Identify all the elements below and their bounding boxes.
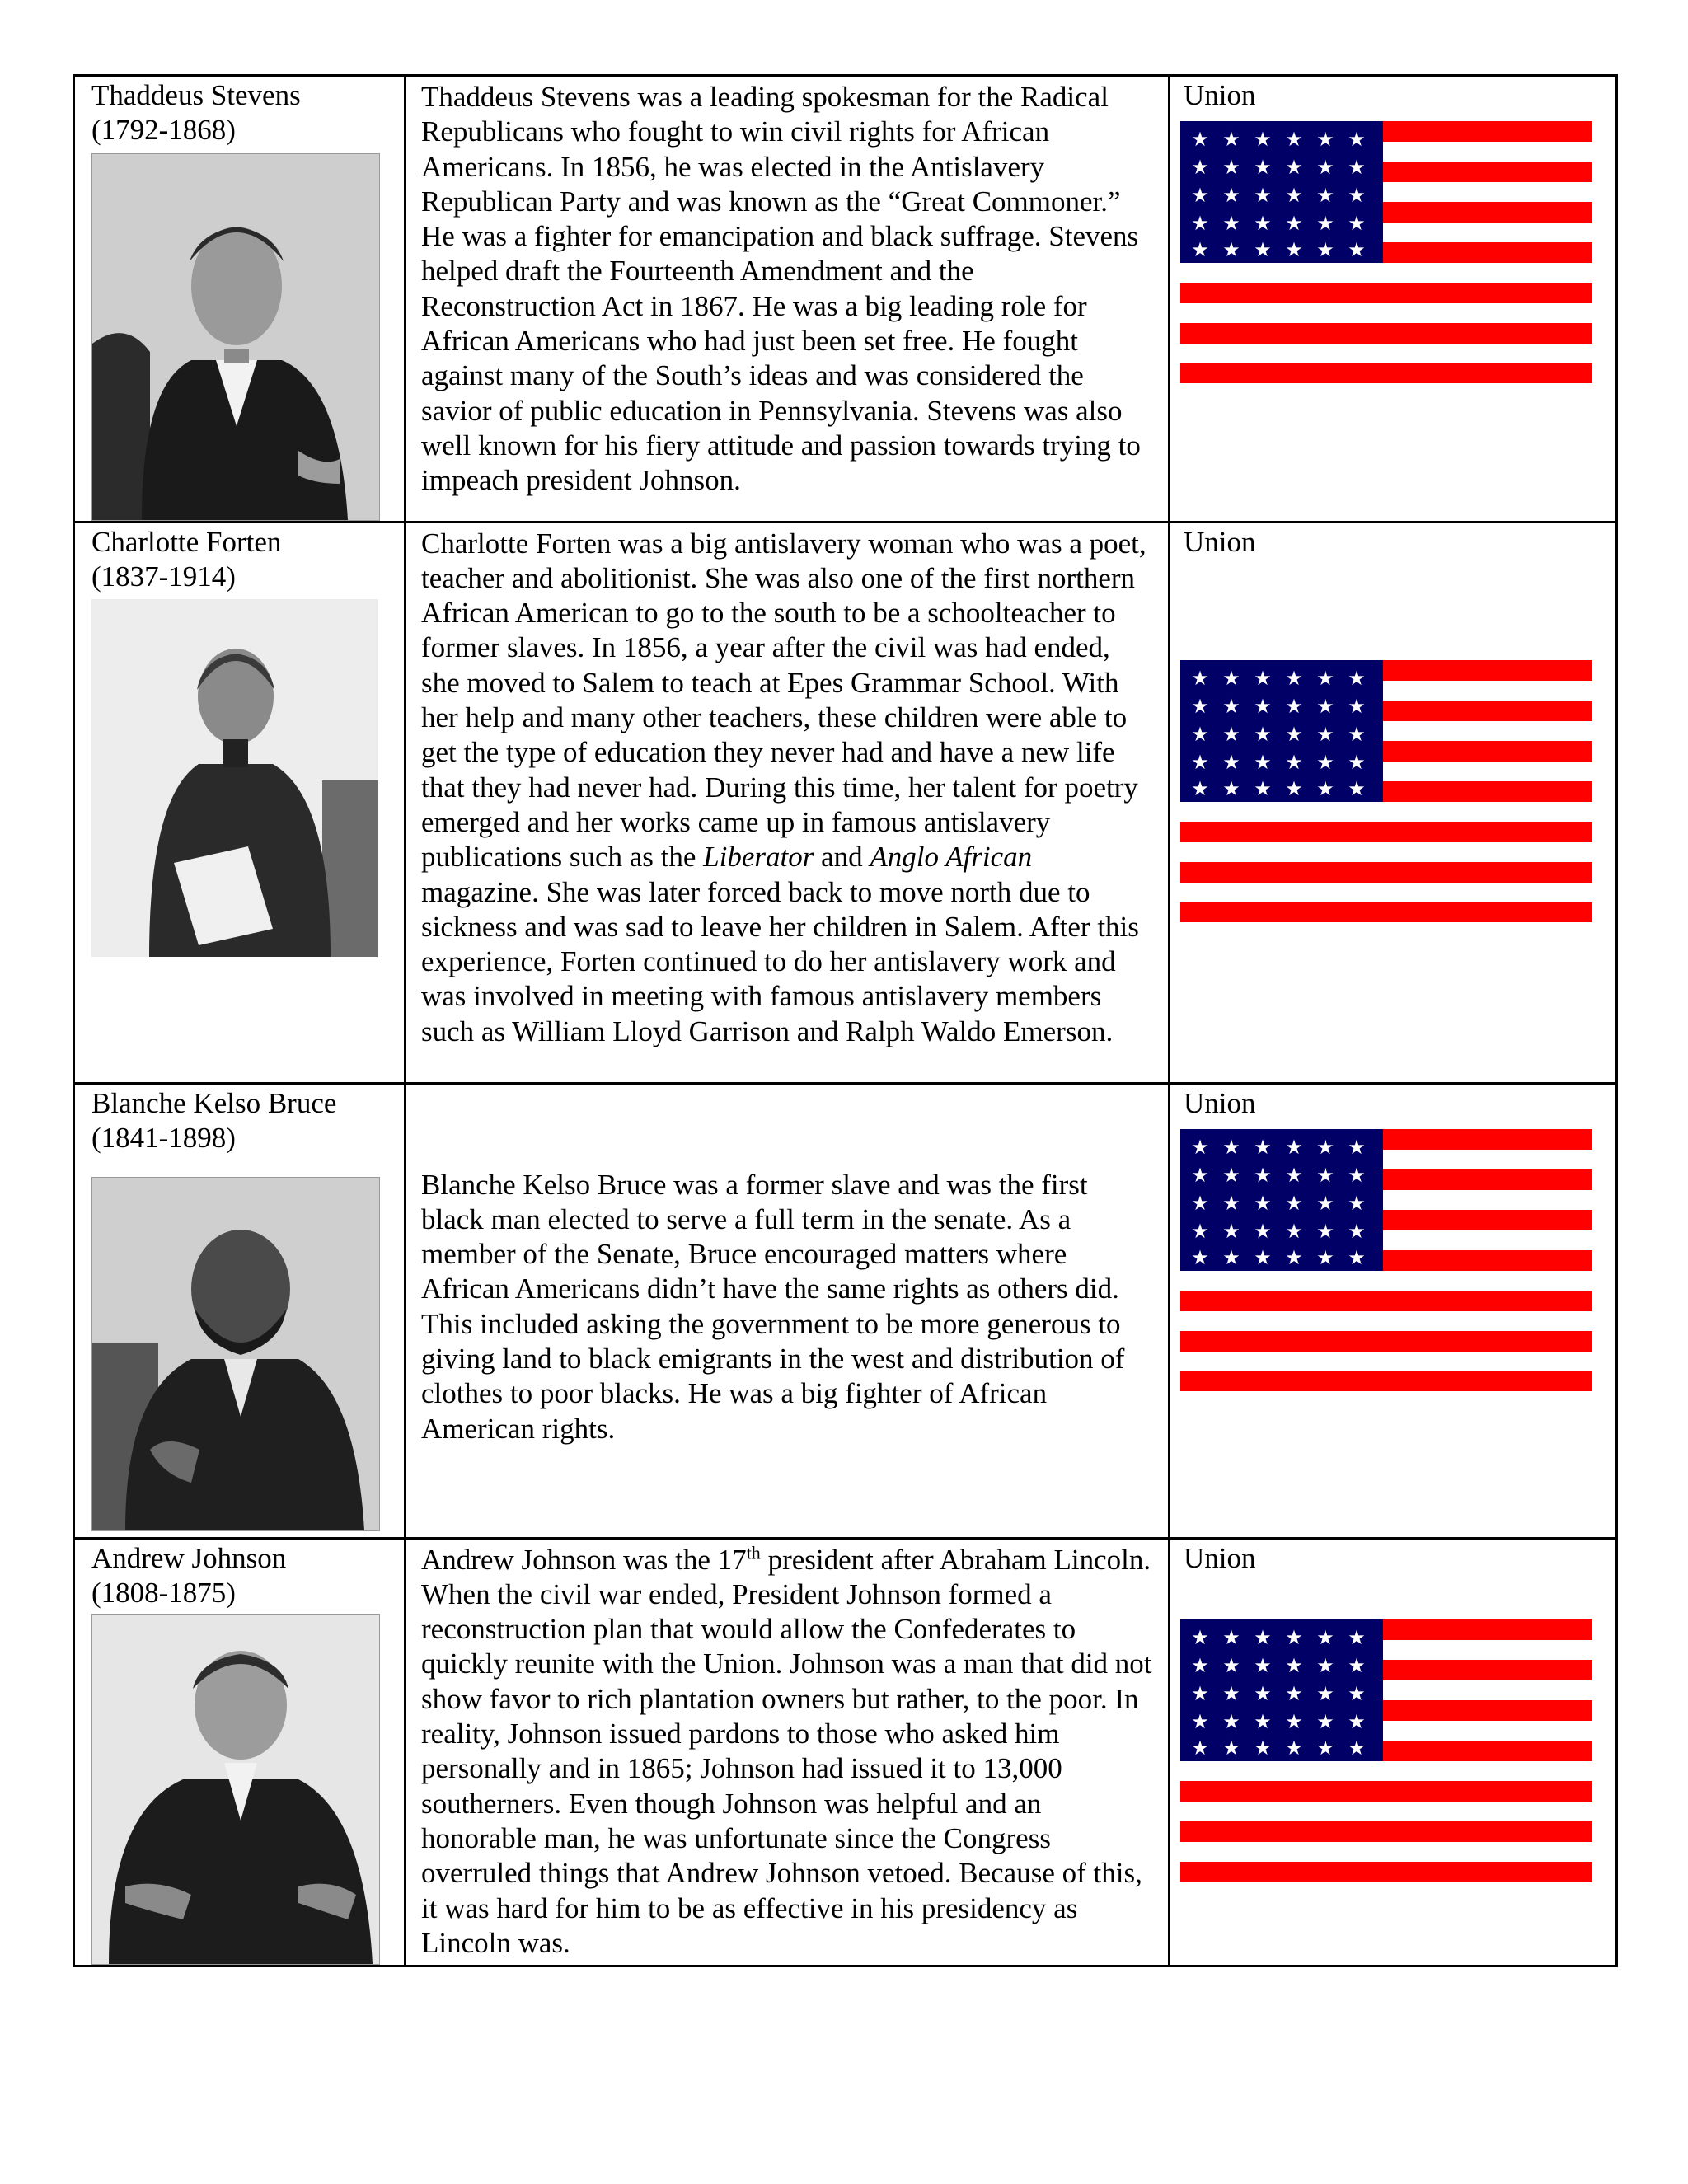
biography-text-cell xyxy=(406,522,1170,1083)
biography-text-part: magazine. She was later forced back to move north due to sickness and was sad to leave her children in Salem. After this experience, Forten continued to do her antislavery work and was involved in meeting with famous antislavery members such as William Lloyd Garrison and Ralph Waldo Emerson. xyxy=(421,875,1139,1047)
svg-text:★: ★ xyxy=(1316,1191,1334,1215)
us-flag-icon xyxy=(1180,1619,1592,1882)
svg-text:★: ★ xyxy=(1222,238,1240,262)
allegiance-cell xyxy=(1170,522,1617,1083)
svg-text:★: ★ xyxy=(1348,1681,1366,1705)
svg-text:★: ★ xyxy=(1316,128,1334,152)
svg-text:★: ★ xyxy=(1254,1245,1272,1269)
person-name-cell xyxy=(74,522,406,1083)
person-name: Andrew Johnson xyxy=(91,1541,287,1574)
svg-text:★: ★ xyxy=(1191,1653,1209,1677)
svg-text:★: ★ xyxy=(1191,212,1209,236)
allegiance-cell xyxy=(1170,1083,1617,1538)
svg-text:★: ★ xyxy=(1191,238,1209,262)
allegiance-label: Union xyxy=(1184,79,1256,111)
svg-text:★: ★ xyxy=(1254,128,1272,152)
biography-text-cell xyxy=(406,1538,1170,1966)
svg-text:★: ★ xyxy=(1285,694,1303,718)
svg-text:★: ★ xyxy=(1285,1625,1303,1649)
person-name-cell xyxy=(74,76,406,523)
svg-text:★: ★ xyxy=(1285,1653,1303,1677)
us-flag-icon xyxy=(1180,121,1592,383)
svg-text:★: ★ xyxy=(1254,212,1272,236)
svg-text:★: ★ xyxy=(1254,1681,1272,1705)
svg-text:★: ★ xyxy=(1191,1135,1209,1159)
svg-text:★: ★ xyxy=(1222,1709,1240,1733)
svg-text:★: ★ xyxy=(1285,128,1303,152)
svg-text:★: ★ xyxy=(1191,1709,1209,1733)
svg-text:★: ★ xyxy=(1191,1191,1209,1215)
svg-text:★: ★ xyxy=(1254,750,1272,774)
svg-text:★: ★ xyxy=(1285,666,1303,690)
svg-text:★: ★ xyxy=(1191,1163,1209,1187)
svg-text:★: ★ xyxy=(1285,1191,1303,1215)
svg-text:★: ★ xyxy=(1254,1191,1272,1215)
person-name: Charlotte Forten xyxy=(91,525,282,558)
svg-text:★: ★ xyxy=(1254,722,1272,746)
svg-text:★: ★ xyxy=(1285,776,1303,800)
svg-text:★: ★ xyxy=(1348,156,1366,180)
us-flag-icon xyxy=(1180,1129,1592,1391)
svg-text:★: ★ xyxy=(1285,1219,1303,1243)
svg-text:★: ★ xyxy=(1191,156,1209,180)
table-row xyxy=(74,1083,1617,1538)
svg-text:★: ★ xyxy=(1348,1191,1366,1215)
svg-text:★: ★ xyxy=(1191,666,1209,690)
person-years: (1792-1868) xyxy=(91,114,236,147)
biography-text-part: president after Abraham Lincoln. When the civil war ended, President Johnson formed a reconstruction plan that would allow the Confederates to quickly reunite with the Union. Johnson was a man that did not show favor to rich plantation owners but rather, to the poor. In reality, Johnson issued pardons to those who asked him personally and in 1865; Johnson had issued it to 13,000 southerners. Even though Johnson was helpful and an honorable man, he was unfortunate since the Congress overruled things that Andrew Johnson vetoed. Because of this, it was hard for him to be as effective in his presidency as Lincoln was. xyxy=(421,1543,1152,1959)
person-name-cell xyxy=(74,1083,406,1538)
svg-text:★: ★ xyxy=(1254,1135,1272,1159)
svg-text:★: ★ xyxy=(1222,1191,1240,1215)
svg-text:★: ★ xyxy=(1348,212,1366,236)
portrait-charlotte-forten xyxy=(91,599,378,957)
svg-text:★: ★ xyxy=(1348,694,1366,718)
svg-text:★: ★ xyxy=(1316,1625,1334,1649)
svg-text:★: ★ xyxy=(1222,1625,1240,1649)
portrait-blanche-kelso-bruce xyxy=(91,1177,380,1531)
person-name: Thaddeus Stevens xyxy=(91,79,301,111)
person-years: (1808-1875) xyxy=(91,1576,236,1609)
biography-text-part: Charlotte Forten was a big antislavery woman who was a poet, teacher and abolitionist. She was also one of the first northern African American to go to the south to be a schoolteacher to former slaves. In 1856, a year after the civil was had ended, she moved to Salem to teach at Epes Grammar School. With her help and many other teachers, these children were able to get the type of education they never had and have a new life that they had never had. During this time, her talent for poetry emerged and her works came up in famous antislavery publications such as the xyxy=(421,527,1146,874)
svg-text:★: ★ xyxy=(1316,212,1334,236)
ordinal-suffix: th xyxy=(746,1541,761,1563)
svg-text:★: ★ xyxy=(1191,722,1209,746)
biography-text-part: and xyxy=(814,841,870,874)
biography-text: Blanche Kelso Bruce was a former slave and was the first black man elected to serve a full term in the senate. As a member of the Senate, Bruce encouraged matters where African Americans didn’t have the same rights as others did. This included asking the government to be more generous to giving land to black emigrants in the west and distribution of clothes to poor blacks. He was a big fighter of African American rights. xyxy=(421,1168,1125,1445)
svg-text:★: ★ xyxy=(1191,694,1209,718)
svg-text:★: ★ xyxy=(1191,128,1209,152)
svg-text:★: ★ xyxy=(1316,776,1334,800)
svg-text:★: ★ xyxy=(1316,750,1334,774)
svg-text:★: ★ xyxy=(1285,722,1303,746)
person-name: Blanche Kelso Bruce xyxy=(91,1086,337,1119)
svg-text:★: ★ xyxy=(1222,128,1240,152)
svg-text:★: ★ xyxy=(1285,1681,1303,1705)
svg-text:★: ★ xyxy=(1222,156,1240,180)
svg-text:★: ★ xyxy=(1254,1709,1272,1733)
svg-text:★: ★ xyxy=(1285,238,1303,262)
svg-text:★: ★ xyxy=(1254,776,1272,800)
svg-text:★: ★ xyxy=(1348,1219,1366,1243)
svg-text:★: ★ xyxy=(1254,156,1272,180)
svg-text:★: ★ xyxy=(1254,1653,1272,1677)
svg-text:★: ★ xyxy=(1348,1653,1366,1677)
svg-text:★: ★ xyxy=(1222,212,1240,236)
svg-text:★: ★ xyxy=(1222,1653,1240,1677)
svg-text:★: ★ xyxy=(1285,1736,1303,1760)
svg-text:★: ★ xyxy=(1222,776,1240,800)
svg-text:★: ★ xyxy=(1348,1245,1366,1269)
biography-text xyxy=(421,1543,1153,1961)
svg-text:★: ★ xyxy=(1254,1625,1272,1649)
portrait-thaddeus-stevens xyxy=(91,153,380,521)
biography-text-part: Andrew Johnson was the 17 xyxy=(421,1543,747,1576)
svg-text:★: ★ xyxy=(1191,184,1209,208)
svg-text:★: ★ xyxy=(1316,1163,1334,1187)
svg-text:★: ★ xyxy=(1254,184,1272,208)
svg-text:★: ★ xyxy=(1222,1736,1240,1760)
svg-text:★: ★ xyxy=(1285,750,1303,774)
biography-text-cell xyxy=(406,76,1170,523)
svg-text:★: ★ xyxy=(1316,156,1334,180)
svg-text:★: ★ xyxy=(1316,666,1334,690)
svg-text:★: ★ xyxy=(1222,750,1240,774)
svg-text:★: ★ xyxy=(1191,1219,1209,1243)
svg-text:★: ★ xyxy=(1348,1163,1366,1187)
allegiance-label: Union xyxy=(1184,525,1256,558)
svg-text:★: ★ xyxy=(1254,1163,1272,1187)
svg-text:★: ★ xyxy=(1285,1245,1303,1269)
us-flag-icon xyxy=(1180,660,1592,922)
svg-text:★: ★ xyxy=(1222,1681,1240,1705)
svg-text:★: ★ xyxy=(1348,1709,1366,1733)
svg-text:★: ★ xyxy=(1191,1736,1209,1760)
svg-text:★: ★ xyxy=(1316,1709,1334,1733)
svg-text:★: ★ xyxy=(1222,694,1240,718)
svg-text:★: ★ xyxy=(1348,1135,1366,1159)
person-name-cell xyxy=(74,1538,406,1966)
svg-text:★: ★ xyxy=(1348,666,1366,690)
svg-text:★: ★ xyxy=(1254,1219,1272,1243)
svg-text:★: ★ xyxy=(1316,1681,1334,1705)
svg-text:★: ★ xyxy=(1316,1736,1334,1760)
svg-text:★: ★ xyxy=(1348,750,1366,774)
svg-text:★: ★ xyxy=(1348,722,1366,746)
svg-text:★: ★ xyxy=(1254,1736,1272,1760)
person-years: (1837-1914) xyxy=(91,560,236,593)
svg-text:★: ★ xyxy=(1285,156,1303,180)
svg-text:★: ★ xyxy=(1316,1653,1334,1677)
svg-text:★: ★ xyxy=(1222,1163,1240,1187)
allegiance-label: Union xyxy=(1184,1541,1256,1574)
svg-text:★: ★ xyxy=(1316,1135,1334,1159)
svg-text:★: ★ xyxy=(1285,1163,1303,1187)
svg-text:★: ★ xyxy=(1191,776,1209,800)
svg-text:★: ★ xyxy=(1285,212,1303,236)
biography-text xyxy=(421,527,1153,1049)
biography-text: Thaddeus Stevens was a leading spokesman for the Radical Republicans who fought to win civil rights for African Americans. In 1856, he was elected in the Antislavery Republican Party and was known as the “Great Commoner.” He was a fighter for emancipation and black suffrage. Stevens helped draft the Fourteenth Amendment and the Reconstruction Act in 1867. He was a big leading role for African Americans who had just been set free. He fought against many of the South’s ideas and was considered the savior of public education in Pennsylvania. Stevens was also well known for his fiery attitude and passion towards trying to impeach president Johnson. xyxy=(421,81,1141,497)
svg-text:★: ★ xyxy=(1222,1135,1240,1159)
svg-text:★: ★ xyxy=(1316,1245,1334,1269)
svg-text:★: ★ xyxy=(1348,128,1366,152)
svg-text:★: ★ xyxy=(1254,666,1272,690)
allegiance-cell xyxy=(1170,76,1617,523)
portrait-andrew-johnson xyxy=(91,1614,380,1965)
svg-text:★: ★ xyxy=(1191,1681,1209,1705)
svg-text:★: ★ xyxy=(1348,1625,1366,1649)
person-years: (1841-1898) xyxy=(91,1121,236,1154)
table-row xyxy=(74,76,1617,523)
table-row xyxy=(74,1538,1617,1966)
svg-text:★: ★ xyxy=(1316,694,1334,718)
svg-text:★: ★ xyxy=(1222,1245,1240,1269)
biography-text-cell xyxy=(406,1083,1170,1538)
svg-text:★: ★ xyxy=(1191,1625,1209,1649)
publication-title: Anglo African xyxy=(870,841,1033,874)
svg-text:★: ★ xyxy=(1285,1135,1303,1159)
svg-text:★: ★ xyxy=(1316,238,1334,262)
biography-table xyxy=(73,74,1618,1967)
svg-text:★: ★ xyxy=(1222,666,1240,690)
svg-text:★: ★ xyxy=(1316,184,1334,208)
svg-text:★: ★ xyxy=(1191,750,1209,774)
svg-text:★: ★ xyxy=(1285,184,1303,208)
svg-text:★: ★ xyxy=(1222,1219,1240,1243)
svg-text:★: ★ xyxy=(1254,238,1272,262)
svg-text:★: ★ xyxy=(1348,184,1366,208)
svg-text:★: ★ xyxy=(1348,238,1366,262)
allegiance-label: Union xyxy=(1184,1086,1256,1119)
svg-text:★: ★ xyxy=(1285,1709,1303,1733)
allegiance-cell xyxy=(1170,1538,1617,1966)
svg-text:★: ★ xyxy=(1316,722,1334,746)
svg-text:★: ★ xyxy=(1254,694,1272,718)
svg-text:★: ★ xyxy=(1316,1219,1334,1243)
svg-text:★: ★ xyxy=(1222,184,1240,208)
publication-title: Liberator xyxy=(703,841,814,874)
svg-text:★: ★ xyxy=(1348,776,1366,800)
svg-text:★: ★ xyxy=(1348,1736,1366,1760)
table-row xyxy=(74,522,1617,1083)
svg-text:★: ★ xyxy=(1191,1245,1209,1269)
svg-text:★: ★ xyxy=(1222,722,1240,746)
